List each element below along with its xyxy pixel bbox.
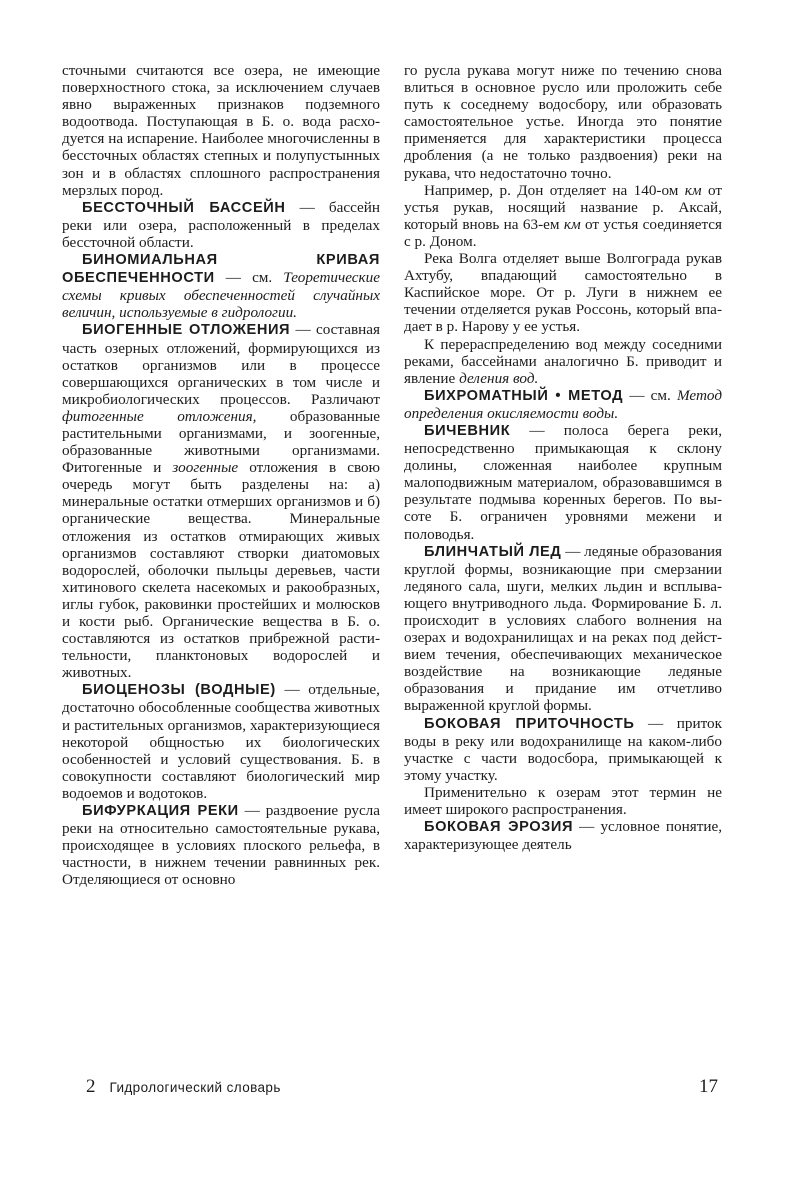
italic-reference: км bbox=[684, 181, 702, 199]
dictionary-entry bbox=[404, 422, 722, 543]
entry-text: сточными считаются все озера, не имеющие поверхностного стока, за исключением случаев явно выраженных признаков подземного водоотвода. Поступающая в Б. о. вода расходуется на испарение. Наиболее многочисленны в бессточных областях степных и полупустынных зон и в областях сплошного распространения мерзлых пород. bbox=[62, 62, 380, 199]
dictionary-entry bbox=[404, 715, 722, 784]
entry-text: Река Волга отделяет выше Волгограда рукав Ахтубу, впадающий самостоятельно в Каспийское море. От р. Луги в нижнем ее течении отделяется рукав Россонь, который впадает в р. Нарову у ее устья. bbox=[404, 250, 722, 336]
dictionary-entry bbox=[62, 199, 380, 251]
entry-term: БИЧЕВНИК bbox=[424, 422, 511, 439]
right-column bbox=[404, 62, 722, 853]
entry-text: — раздвоение русла реки на относительно самостоятельные рукава, происходящее в условиях плоского рельефа, в частности, в нижнем течении равнинных рек. Отделяющиеся от основно bbox=[62, 802, 381, 889]
dictionary-entry bbox=[62, 251, 380, 321]
entry-text: образованные растительными организмами, и зоогенные, образованные животными организмами. Фитогенные и bbox=[62, 407, 381, 477]
page-number: 17 bbox=[699, 1076, 718, 1097]
entry-term: БОКОВАЯ ПРИТОЧНОСТЬ bbox=[424, 715, 635, 732]
entry-text: — составная часть озерных отложений, формирующихся из остатков организмов или в процессе совершающихся органических в том числе и микробиологических процессов. Различают bbox=[62, 321, 381, 408]
dictionary-entry bbox=[404, 387, 722, 422]
entry-text: Применительно к озерам этот термин не имеет широкого распространения. bbox=[404, 783, 722, 819]
entry-text: отложения в свою очередь могут быть разделены на: а) минеральные остатки отмерших организмов и б) органические вещества. Минеральные отложения из остатков отмирающих живых организмов составляют створки диатомовых водорослей, оболочки пыльцы деревьев, части хитинового скелета насекомых и ракообразных, иглы губок, раковинки простейших и молюсков и кости рыб. Органические вещества в Б. о. составляются из остатков прибрежной растительности, планктоновых водорослей и животных. bbox=[62, 459, 380, 682]
italic-reference: км bbox=[563, 215, 581, 233]
text-paragraph bbox=[404, 182, 722, 250]
entry-term: БИОЦЕНОЗЫ (ВОДНЫЕ) bbox=[82, 682, 276, 699]
entry-term: БИФУРКАЦИЯ РЕКИ bbox=[82, 803, 239, 820]
text-paragraph bbox=[404, 784, 722, 818]
entry-text: от устья соединяется с р. Доном. bbox=[404, 215, 722, 250]
entry-text: от устья рукав, носящий название р. Аксай, который вновь на 63-ем bbox=[404, 181, 722, 233]
entry-term: БЕССТОЧНЫЙ БАССЕЙН bbox=[82, 199, 286, 216]
dictionary-entry bbox=[404, 818, 722, 853]
italic-reference: Теоретические схемы кривых обеспеченностей случайных величин, используемые в гидрологии. bbox=[62, 269, 380, 322]
entry-text: К перераспределению вод между соседними реками, бассейнами аналогично Б. приводит и явление bbox=[404, 335, 722, 387]
italic-reference: деления вод. bbox=[459, 369, 539, 387]
entry-text: — полоса берега реки, непосредственно примыкающая к склону долины, сложенная наиболее крупным малоподвижным материалом, образовавшимся в результате подмыва коренных берегов. По высоте Б. ограничен уровнями межени и половодья. bbox=[404, 421, 722, 543]
text-paragraph bbox=[404, 336, 722, 387]
entry-term: БИХРОМАТНЫЙ • МЕТОД bbox=[424, 387, 624, 404]
signature-title: Гидрологический словарь bbox=[109, 1080, 281, 1095]
entry-text: го русла рукава могут ниже по течению снова влиться в основное русло или проложить себе путь к соседнему водосбору, или образовать самостоятельное устье. Иногда это понятие применяется для характеристики процесса дробления (а не только раздвоения) реки на рукава, что недостаточно точно. bbox=[404, 62, 722, 182]
entry-text: — приток воды в реку или водохранилище на каком-либо участке с части водосбора, примыкающей к этому участку. bbox=[404, 714, 723, 784]
italic-reference: Метод определения окисляемости воды. bbox=[404, 386, 723, 422]
entry-text: — см. bbox=[214, 269, 284, 287]
entry-term: БОКОВАЯ ЭРОЗИЯ bbox=[424, 819, 574, 836]
text-paragraph bbox=[404, 62, 722, 182]
dictionary-entry bbox=[62, 681, 380, 802]
entry-text: — ледяные образования круглой формы, возникающие при смерзании ледяного сала, шуги, мелких льдин и всплывающего внутриводного льда. Формирование Б. л. происходит в условиях слабого волнения на озерах и водохранилищах и на реках под действием течения, обеспечивающих механическое воздействие на возникающие ледяные образования и придание им отчетливо выраженной круглой формы. bbox=[404, 542, 722, 715]
italic-reference: фитогенные отложения, bbox=[62, 407, 257, 425]
entry-term: БЛИНЧАТЫЙ ЛЕД bbox=[424, 543, 562, 560]
entry-text: — бассейн реки или озера, расположенный в пределах бессточной области. bbox=[62, 198, 381, 251]
dictionary-entry bbox=[404, 543, 722, 715]
text-paragraph bbox=[404, 250, 722, 335]
entry-text: — условное понятие, характеризующее деятель bbox=[404, 818, 723, 854]
left-column bbox=[62, 62, 380, 889]
signature-number: 2 bbox=[86, 1076, 96, 1097]
page-footer bbox=[86, 1076, 718, 1098]
dictionary-entry bbox=[62, 802, 380, 888]
entry-text: — см. bbox=[623, 386, 677, 404]
entry-term: БИОГЕННЫЕ ОТЛОЖЕНИЯ bbox=[82, 322, 291, 339]
italic-reference: зоогенные bbox=[172, 459, 239, 477]
entry-text: Например, р. Дон отделяет на 140-ом bbox=[424, 181, 685, 199]
entry-text: — отдельные, достаточно обособленные сообщества животных и растительных организмов, характеризующиеся некоторой общностью их биологических особенностей и условий существования. Б. в совокупности составляют биологический мир водоемов и водотоков. bbox=[62, 681, 380, 802]
text-paragraph bbox=[62, 62, 380, 199]
entry-term: БИНОМИАЛЬНАЯ КРИВАЯ ОБЕСПЕЧЕННОСТИ bbox=[62, 252, 380, 287]
dictionary-entry bbox=[62, 321, 380, 681]
